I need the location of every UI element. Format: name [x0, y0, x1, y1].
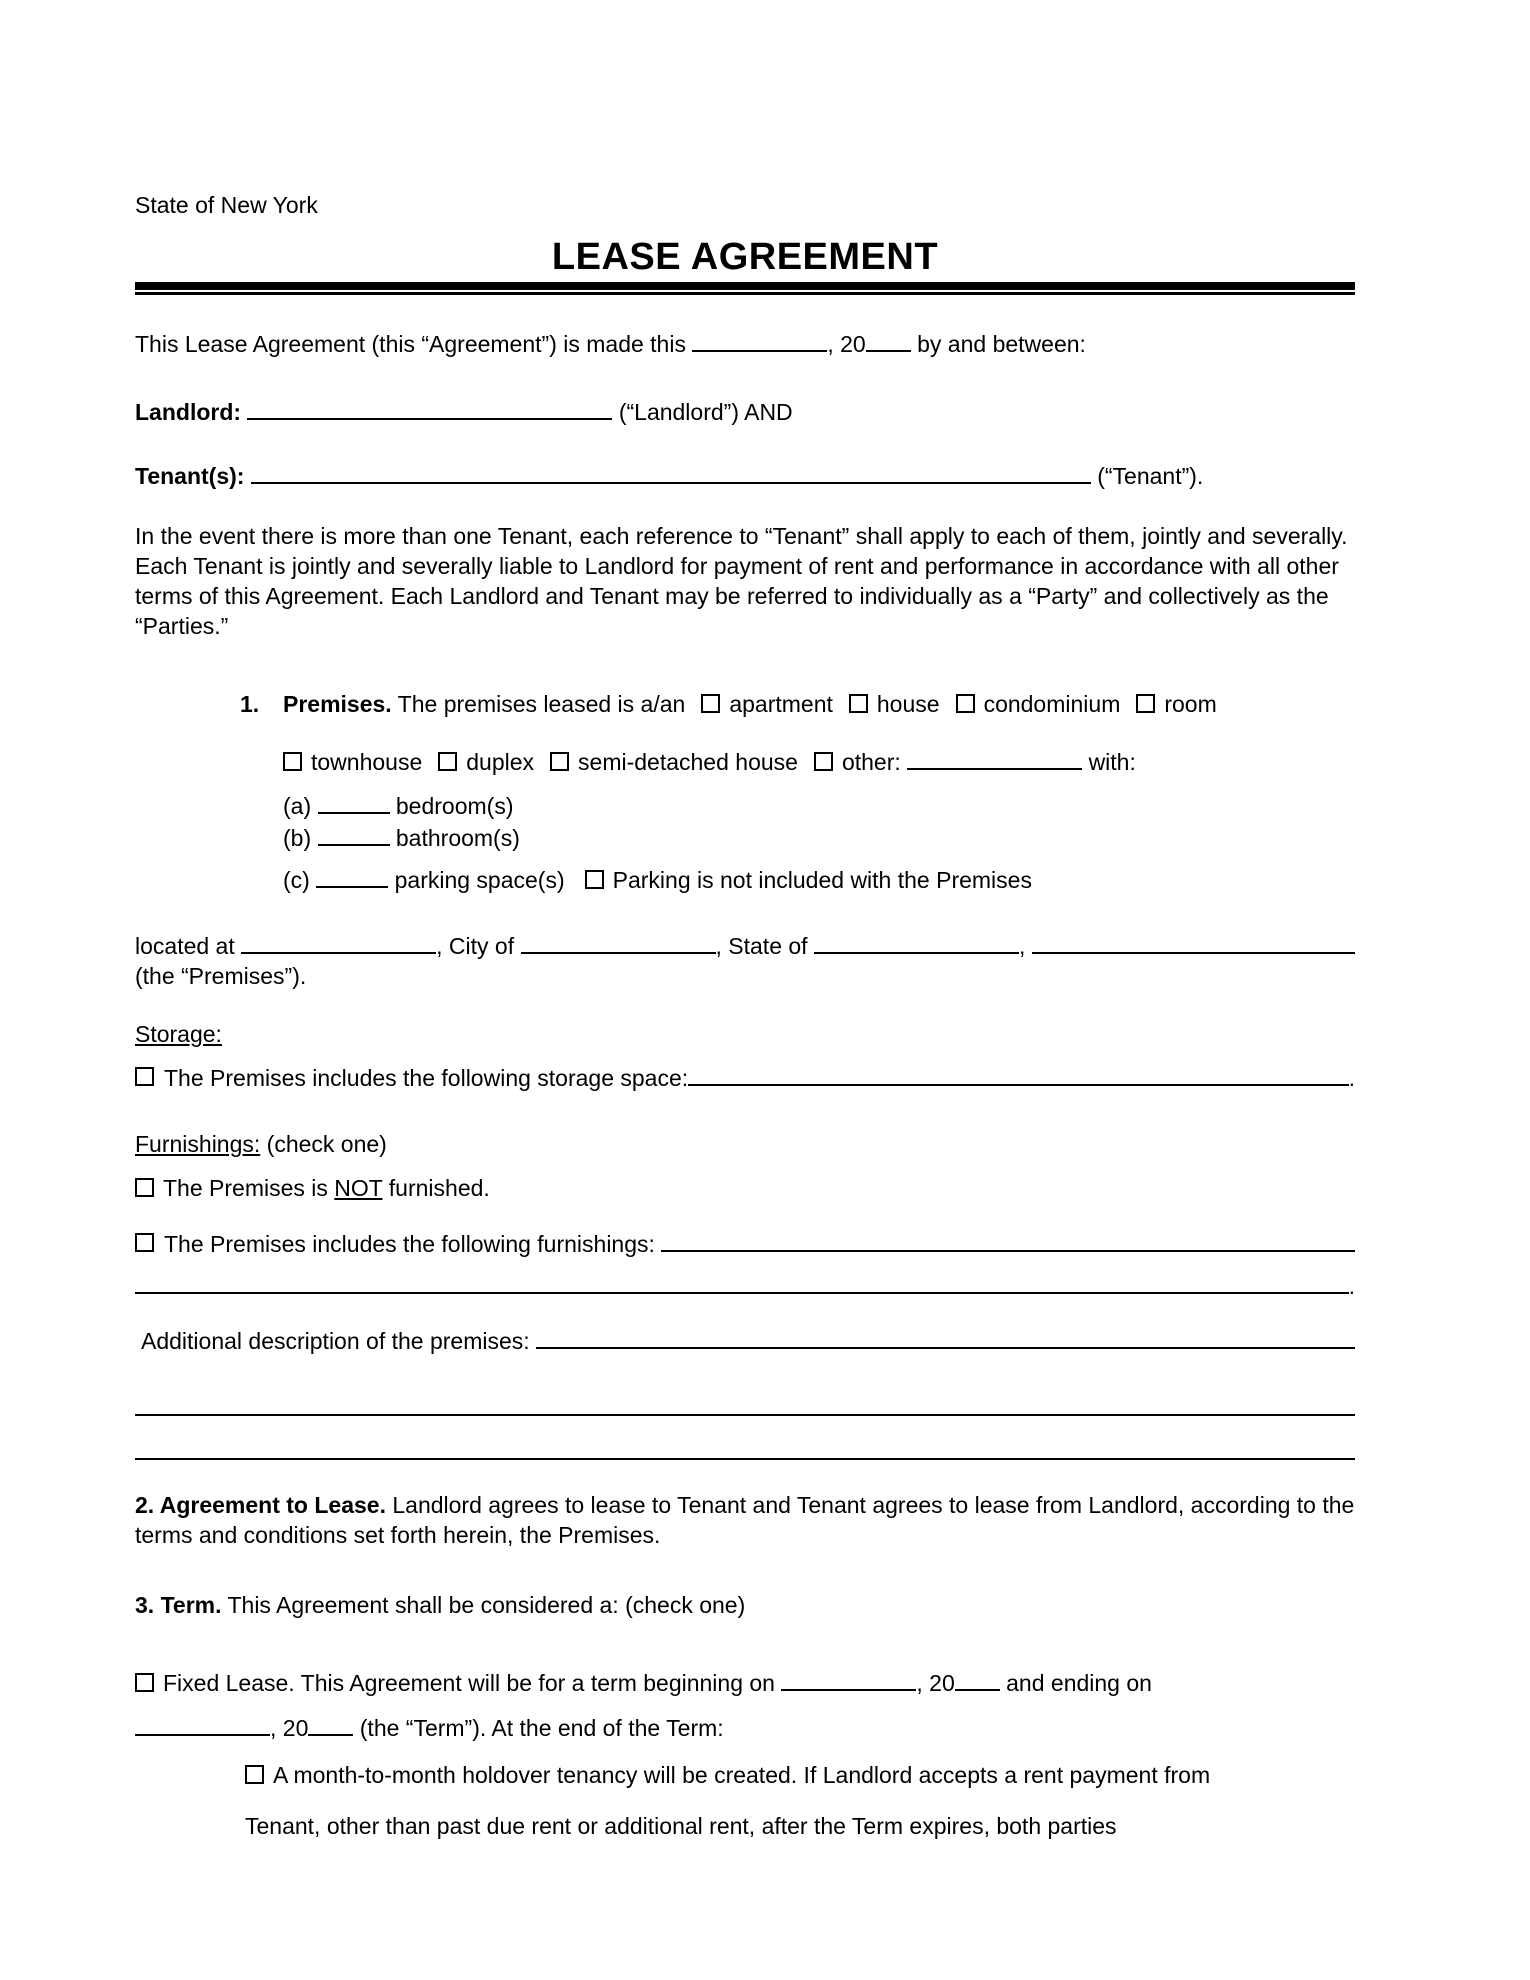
term-body: This Agreement shall be considered a: (check one) [221, 1592, 746, 1618]
parking-row [283, 865, 1355, 895]
storage-checkbox[interactable] [135, 1067, 154, 1086]
joint-liability-paragraph: In the event there is more than one Tenant, each reference to “Tenant” shall apply to each of them, jointly and severally. Each Tenant is jointly and severally liable to Landlord for payment of rent and performance in accordance with all other terms of this Agreement. Each Landlord and Tenant may be referred to individually as a “Party” and collectively as the “Parties.” [135, 523, 1348, 639]
landlord-line [135, 397, 1355, 427]
condominium-checkbox[interactable] [956, 694, 975, 713]
additional-description-blank[interactable] [536, 1333, 1355, 1349]
term-paragraph [135, 1590, 1355, 1620]
fixed-lease-checkbox[interactable] [135, 1673, 154, 1692]
holdover-text-line-2: Tenant, other than past due rent or additional rent, after the Term expires, both parties [245, 1813, 1117, 1839]
extra-description-blank-1[interactable] [135, 1400, 1355, 1416]
apartment-label: apartment [729, 691, 833, 717]
landlord-name-blank[interactable] [247, 404, 612, 420]
storage-option-label: The Premises includes the following storage space: [164, 1065, 689, 1091]
furnishings-heading-row [135, 1129, 1355, 1159]
storage-heading: Storage: [135, 1021, 222, 1047]
intro-made-text-3: by and between: [910, 331, 1086, 357]
fixed-lease-text-4: , 20 [270, 1715, 309, 1741]
premises-heading: Premises. [283, 691, 392, 717]
house-label: house [876, 691, 940, 717]
semi-detached-house-label: semi-detached house [578, 749, 798, 775]
tenant-name-blank[interactable] [251, 468, 1091, 484]
parking-count-blank[interactable] [316, 872, 388, 888]
bathroom-item-letter: (b) [283, 825, 318, 851]
parking-not-included-label: Parking is not included with the Premises [612, 867, 1032, 893]
landlord-suffix: (“Landlord”) AND [612, 399, 793, 425]
fixed-lease-row-2 [135, 1713, 1355, 1743]
apartment-checkbox[interactable] [701, 694, 720, 713]
furnishings-continuation-blank[interactable] [135, 1278, 1349, 1294]
premises-type-row-2 [283, 747, 1355, 777]
agreement-to-lease-paragraph [135, 1490, 1355, 1550]
furnishings-blank[interactable] [661, 1236, 1355, 1252]
condominium-label: condominium [983, 691, 1121, 717]
duplex-label: duplex [466, 749, 535, 775]
fixed-lease-row-1 [135, 1668, 1355, 1698]
furnishings-continuation-period: . [1348, 1273, 1355, 1299]
bedroom-item-letter: (a) [283, 793, 318, 819]
extra-line-row-1 [135, 1400, 1355, 1416]
bedroom-row [283, 791, 1355, 821]
townhouse-label: townhouse [311, 749, 423, 775]
located-at-text: located at [135, 933, 242, 959]
location-comma-text: , [1018, 933, 1032, 959]
made-date-blank[interactable] [692, 336, 827, 352]
not-furnished-text-pre: The Premises is [163, 1175, 335, 1201]
parking-item-letter: (c) [283, 867, 317, 893]
room-label: room [1164, 691, 1217, 717]
city-blank[interactable] [521, 938, 716, 954]
bedroom-count-blank[interactable] [318, 798, 390, 814]
furnished-checkbox[interactable] [135, 1233, 154, 1252]
other-type-blank[interactable] [907, 754, 1082, 770]
semi-detached-house-checkbox[interactable] [550, 752, 569, 771]
tenant-label: Tenant(s): [135, 463, 251, 489]
not-furnished-text-post: furnished. [382, 1175, 490, 1201]
holdover-checkbox[interactable] [245, 1765, 264, 1784]
intro-made-text-1: This Lease Agreement (this “Agreement”) is made this [135, 331, 693, 357]
storage-period: . [1348, 1065, 1355, 1091]
bathroom-row [283, 823, 1355, 853]
premises-number: 1. [240, 691, 260, 717]
fixed-lease-text-1: Fixed Lease. This Agreement will be for a term beginning on [163, 1670, 782, 1696]
other-label: other: [841, 749, 901, 775]
holdover-row-1 [245, 1760, 1355, 1790]
extra-line-row-2 [135, 1444, 1355, 1460]
holdover-row-2 [245, 1811, 1355, 1841]
parking-not-included-checkbox[interactable] [585, 870, 604, 889]
furnishings-check-one-note: (check one) [260, 1131, 387, 1157]
bathroom-label: bathroom(s) [389, 825, 520, 851]
extra-description-blank-2[interactable] [135, 1444, 1355, 1460]
not-word: NOT [334, 1175, 383, 1201]
term-end-date-blank[interactable] [135, 1720, 270, 1736]
title-divider [135, 282, 1355, 295]
term-heading: 3. Term. [135, 1592, 222, 1618]
premises-lead: The premises leased is a/an [391, 691, 686, 717]
furnishings-includes-label: The Premises includes the following furnishings: [164, 1231, 662, 1257]
premises-item [240, 689, 1355, 719]
premises-defined-text: (the “Premises”). [135, 963, 307, 989]
bathroom-count-blank[interactable] [318, 830, 390, 846]
intro-line [135, 329, 1355, 359]
fixed-lease-text-5: (the “Term”). At the end of the Term: [353, 1715, 724, 1741]
furnishings-heading: Furnishings: [135, 1131, 261, 1157]
landlord-label: Landlord: [135, 399, 248, 425]
additional-description-row [135, 1326, 1355, 1356]
fixed-lease-text-2: , 20 [916, 1670, 955, 1696]
state-of-text: , State of [715, 933, 814, 959]
location-row [135, 931, 1355, 961]
city-of-text: , City of [436, 933, 521, 959]
made-year-blank[interactable] [866, 336, 911, 352]
not-furnished-checkbox[interactable] [135, 1178, 154, 1197]
state-line: State of New York [135, 192, 318, 218]
storage-space-blank[interactable] [688, 1070, 1348, 1086]
furnishings-continuation-row [135, 1271, 1355, 1301]
furnishings-includes-row [135, 1229, 1355, 1259]
agreement-to-lease-body: Landlord agrees to lease to Tenant and Tenant agrees to lease from Landlord, according to the terms and conditions set forth herein, the Premises. [135, 1492, 1355, 1548]
with-label: with: [1088, 749, 1136, 775]
fixed-lease-text-3: and ending on [999, 1670, 1152, 1696]
parking-label: parking space(s) [388, 867, 565, 893]
other-checkbox[interactable] [814, 752, 833, 771]
tenant-line [135, 461, 1355, 491]
term-start-date-blank[interactable] [781, 1675, 916, 1691]
additional-description-label: Additional description of the premises: [141, 1328, 537, 1354]
tenant-suffix: (“Tenant”). [1090, 463, 1204, 489]
storage-row [135, 1063, 1355, 1093]
townhouse-checkbox[interactable] [283, 752, 302, 771]
house-checkbox[interactable] [849, 694, 868, 713]
agreement-to-lease-heading: 2. Agreement to Lease. [135, 1492, 386, 1518]
duplex-checkbox[interactable] [438, 752, 457, 771]
holdover-text-line-1: A month-to-month holdover tenancy will be created. If Landlord accepts a rent payment from [273, 1762, 1211, 1788]
page-title: LEASE AGREEMENT [551, 236, 939, 278]
street-address-blank[interactable] [241, 938, 436, 954]
term-end-year-blank[interactable] [308, 1720, 353, 1736]
state-blank[interactable] [814, 938, 1019, 954]
term-start-year-blank[interactable] [955, 1675, 1000, 1691]
intro-made-text-2: , 20 [827, 331, 866, 357]
zip-blank[interactable] [1032, 938, 1355, 954]
not-furnished-row [135, 1173, 1355, 1203]
room-checkbox[interactable] [1136, 694, 1155, 713]
bedroom-label: bedroom(s) [389, 793, 514, 819]
